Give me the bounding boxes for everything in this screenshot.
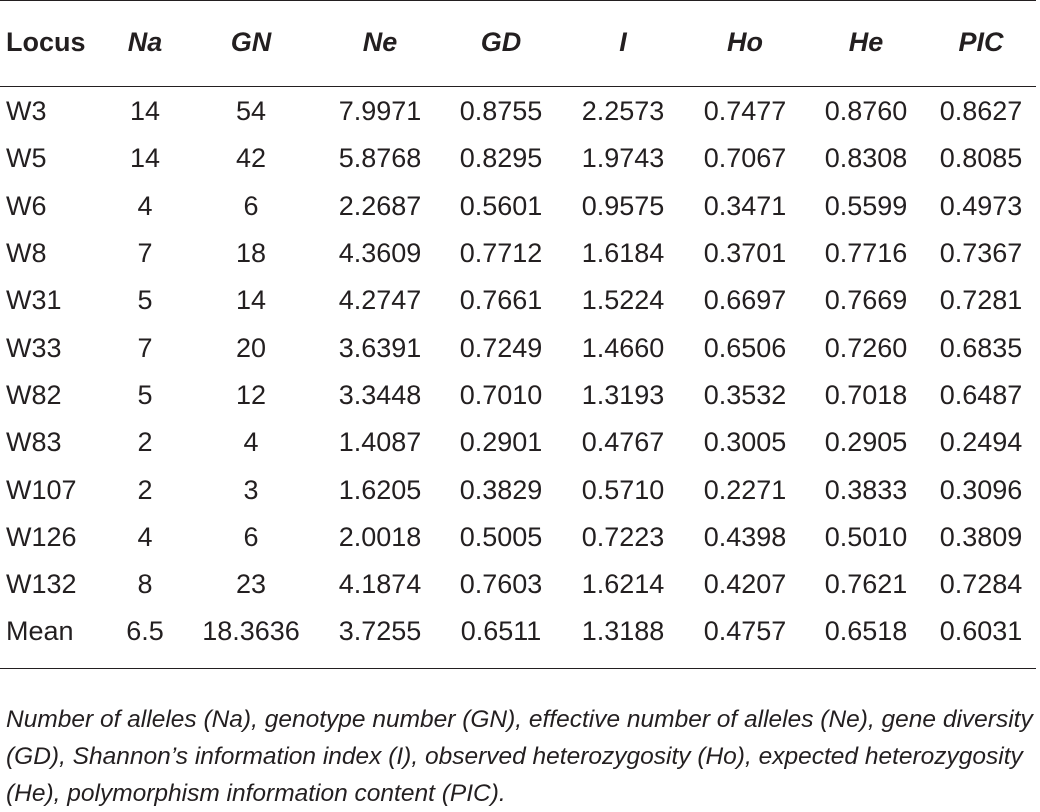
value-cell: 0.3532	[703, 379, 787, 410]
header-na: Na	[127, 26, 163, 57]
table-row	[0, 466, 1036, 513]
value-cell: 4	[137, 521, 153, 552]
value-cell: 14	[235, 285, 267, 316]
value-cell: 0.3096	[939, 474, 1023, 505]
header-ho: Ho	[727, 26, 763, 57]
value-cell: 0.7712	[459, 238, 543, 269]
value-cell: 0.7018	[824, 379, 908, 410]
value-cell: 0.6031	[939, 616, 1023, 647]
value-cell: 0.3005	[703, 427, 787, 458]
value-cell: 1.4087	[338, 427, 422, 458]
value-cell: 0.3471	[703, 190, 787, 221]
header-gn: GN	[230, 26, 272, 57]
value-cell: 7	[137, 332, 153, 363]
header-gd: GD	[480, 26, 522, 57]
bottom-rule	[0, 668, 1036, 669]
value-cell: 14	[129, 96, 161, 127]
value-cell: 0.7367	[939, 238, 1023, 269]
value-cell: 0.6487	[939, 379, 1023, 410]
value-cell: 0.7284	[939, 569, 1023, 600]
value-cell: 4.3609	[338, 238, 422, 269]
value-cell: 0.2901	[459, 427, 543, 458]
value-cell: 0.6835	[939, 332, 1023, 363]
value-cell: 0.7010	[459, 379, 543, 410]
value-cell: 3	[243, 474, 259, 505]
value-cell: 18	[235, 238, 267, 269]
value-cell: 0.2271	[703, 474, 787, 505]
table-row	[0, 135, 1036, 182]
value-cell: 0.3701	[703, 238, 787, 269]
value-cell: 1.6214	[581, 569, 665, 600]
table-row	[0, 324, 1036, 371]
value-cell: 7	[137, 238, 153, 269]
value-cell: 8	[137, 569, 153, 600]
value-cell: 0.4767	[581, 427, 665, 458]
value-cell: 0.7669	[824, 285, 908, 316]
value-cell: 1.4660	[581, 332, 665, 363]
value-cell: 0.5005	[459, 521, 543, 552]
value-cell: 12	[235, 379, 267, 410]
value-cell: 4.1874	[338, 569, 422, 600]
value-cell: 0.7223	[581, 521, 665, 552]
value-cell: 0.4207	[703, 569, 787, 600]
value-cell: 1.6184	[581, 238, 665, 269]
value-cell: 54	[235, 96, 267, 127]
value-cell: 18.3636	[202, 616, 300, 647]
value-cell: 0.5710	[581, 474, 665, 505]
value-cell: 0.5601	[459, 190, 543, 221]
value-cell: 6	[243, 190, 259, 221]
value-cell: 3.7255	[338, 616, 422, 647]
value-cell: 0.7249	[459, 332, 543, 363]
value-cell: 0.6518	[824, 616, 908, 647]
locus-cell: W107	[6, 474, 77, 505]
value-cell: 0.7716	[824, 238, 908, 269]
value-cell: 0.2905	[824, 427, 908, 458]
value-cell: 20	[235, 332, 267, 363]
header-ne: Ne	[362, 26, 398, 57]
value-cell: 1.5224	[581, 285, 665, 316]
value-cell: 5	[137, 379, 153, 410]
value-cell: 5	[137, 285, 153, 316]
value-cell: 2	[137, 427, 153, 458]
locus-cell: W5	[6, 143, 47, 174]
locus-cell: W132	[6, 569, 77, 600]
header-he: He	[848, 26, 884, 57]
value-cell: 0.4398	[703, 521, 787, 552]
value-cell: 1.9743	[581, 143, 665, 174]
table-row	[0, 561, 1036, 608]
value-cell: 0.4757	[703, 616, 787, 647]
value-cell: 0.3809	[939, 521, 1023, 552]
value-cell: 2	[137, 474, 153, 505]
value-cell: 5.8768	[338, 143, 422, 174]
value-cell: 0.6697	[703, 285, 787, 316]
value-cell: 7.9971	[338, 96, 422, 127]
value-cell: 3.6391	[338, 332, 422, 363]
table-row	[0, 183, 1036, 230]
value-cell: 14	[129, 143, 161, 174]
table-row	[0, 372, 1036, 419]
header-locus: Locus	[6, 26, 86, 57]
value-cell: 0.7281	[939, 285, 1023, 316]
value-cell: 0.3833	[824, 474, 908, 505]
value-cell: 0.4973	[939, 190, 1023, 221]
value-cell: 0.6511	[460, 616, 542, 647]
header-pic: PIC	[958, 26, 1004, 57]
value-cell: 6	[243, 521, 259, 552]
value-cell: 1.3188	[581, 616, 665, 647]
locus-cell: W33	[6, 332, 62, 363]
locus-cell: Mean	[6, 616, 74, 647]
value-cell: 0.7260	[824, 332, 908, 363]
table-row	[0, 419, 1036, 466]
value-cell: 0.8295	[459, 143, 543, 174]
value-cell: 0.6506	[703, 332, 787, 363]
locus-cell: W8	[6, 238, 47, 269]
value-cell: 0.7621	[824, 569, 908, 600]
value-cell: 42	[235, 143, 267, 174]
value-cell: 0.3829	[459, 474, 543, 505]
locus-cell: W31	[6, 285, 62, 316]
table-row	[0, 66, 1036, 135]
value-cell: 2.2573	[581, 96, 665, 127]
locus-cell: W3	[6, 96, 47, 127]
value-cell: 0.8760	[824, 96, 908, 127]
header-i: I	[619, 26, 627, 57]
locus-cell: W82	[6, 379, 62, 410]
table-header-row	[0, 18, 1036, 66]
value-cell: 0.5010	[824, 521, 908, 552]
value-cell: 1.6205	[338, 474, 422, 505]
value-cell: 4	[137, 190, 153, 221]
value-cell: 0.8085	[939, 143, 1023, 174]
value-cell: 2.2687	[338, 190, 422, 221]
value-cell: 4	[243, 427, 259, 458]
table-row	[0, 514, 1036, 561]
table-row	[0, 230, 1036, 277]
table-row	[0, 277, 1036, 324]
locus-cell: W6	[6, 190, 47, 221]
diversity-table	[0, 18, 1036, 656]
value-cell: 23	[235, 569, 267, 600]
value-cell: 0.8627	[939, 96, 1023, 127]
value-cell: 4.2747	[338, 285, 422, 316]
value-cell: 2.0018	[338, 521, 422, 552]
value-cell: 1.3193	[581, 379, 665, 410]
value-cell: 6.5	[126, 616, 164, 647]
value-cell: 0.7661	[459, 285, 543, 316]
top-rule	[0, 0, 1036, 1]
value-cell: 0.7603	[459, 569, 543, 600]
table-row	[0, 608, 1036, 655]
value-cell: 0.2494	[939, 427, 1023, 458]
value-cell: 0.9575	[581, 190, 665, 221]
value-cell: 0.7067	[703, 143, 787, 174]
value-cell: 0.8308	[824, 143, 908, 174]
table-footnote: Number of alleles (Na), genotype number (GN), effective number of alleles (Ne), gene diversity (GD), Shannon’s information index (I), observed heterozygosity (Ho), expected heterozygosity (He), polymorphism information content (PIC).	[6, 705, 1033, 807]
value-cell: 0.7477	[703, 96, 787, 127]
value-cell: 0.5599	[824, 190, 908, 221]
locus-cell: W126	[6, 521, 77, 552]
value-cell: 3.3448	[338, 379, 422, 410]
value-cell: 0.8755	[459, 96, 543, 127]
locus-cell: W83	[6, 427, 62, 458]
